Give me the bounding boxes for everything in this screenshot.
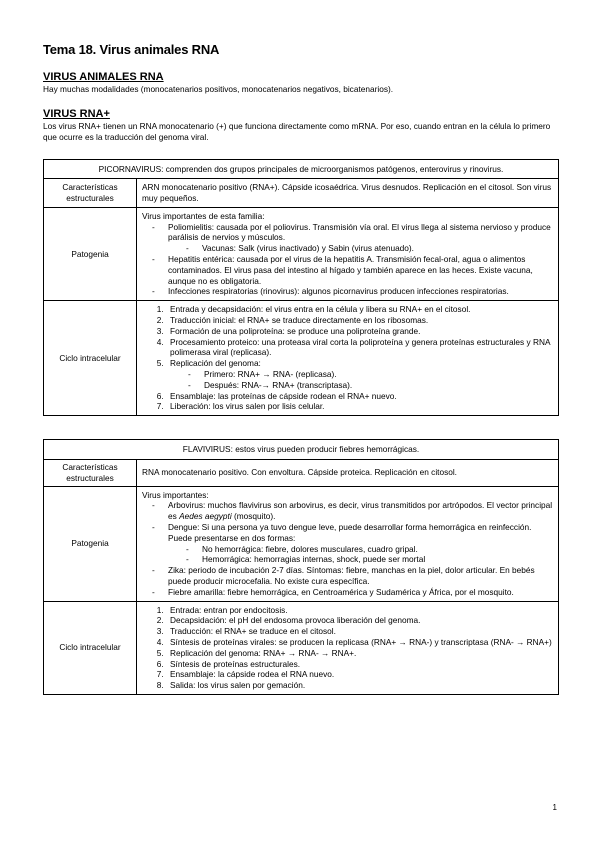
struct-text: ARN monocatenario positivo (RNA+). Cápside icosaédrica. Virus desnudos. Replicación en el citosol. Son virus muy pequeños. [137,179,559,208]
list-item-text: Replicación del genoma: [170,358,261,369]
list-item-text: Arbovirus: muchos flavivirus son arbovirus, es decir, virus transmitidos por artrópodos. El vector principal es [168,500,553,522]
pathogenesis-list [142,222,553,298]
page-number: 1 [552,803,557,812]
section-heading-rna-plus: VIRUS RNA+ [43,107,110,120]
list-item: 6. Síntesis de proteínas estructurales. [166,659,553,670]
cycle-list [142,304,553,412]
list-item: 7. Ensamblaje: la cápside rodea el RNA nuevo. [166,669,553,680]
list-item: 1. Entrada: entran por endocitosis. [166,605,553,616]
pathogenesis-intro: Virus importantes de esta familia: [142,210,265,221]
page-title: Tema 18. Virus animales RNA [43,42,220,57]
list-item [166,358,553,390]
list-item: - Hemorrágica: hemorragias internas, shock, puede ser mortal [194,554,553,565]
list-item: 7. Liberación: los virus salen por lisis celular. [166,401,553,412]
pathogenesis-cell [137,486,559,601]
list-item-text: Poliomielitis: causada por el poliovirus. Transmisión vía oral. El virus llega al sistema nervioso y produce parálisis de nervios y músculos. [168,221,551,243]
pathogenesis-intro: Virus importantes: [142,489,209,500]
pathogenesis-label: Patogenia [44,486,137,601]
pathogenesis-label: Patogenia [44,207,137,300]
list-item: 4. Síntesis de proteínas virales: se producen la replicasa (RNA+ → RNA-) y transcriptasa (RNA- → RNA+) [166,637,553,648]
list-item: 2. Traducción inicial: el RNA+ se traduce directamente en los ribosomas. [166,315,553,326]
picornavirus-table [43,159,559,417]
struct-text: RNA monocatenario positivo. Con envoltura. Cápside proteica. Replicación en citosol. [137,460,559,487]
list-item: 3. Traducción: el RNA+ se traduce en el citosol. [166,626,553,637]
list-item: 1. Entrada y decapsidación: el virus entra en la célula y libera su RNA+ en el citosol. [166,304,553,315]
list-item-text: Dengue: Si una persona ya tuvo dengue leve, puede desarrollar forma hemorrágica en reinfección. Puede presentarse en dos formas: [168,522,532,543]
section-heading-rna: VIRUS ANIMALES RNA [43,71,164,83]
cycle-list [142,605,553,691]
list-item: 5. Replicación del genoma: RNA+ → RNA- → RNA+. [166,648,553,659]
list-item: 4. Procesamiento proteico: una proteasa viral corta la poliproteína y genera proteínas estructurales y RNA polimerasa viral (replicasa). [166,337,553,359]
sub-list [168,243,553,254]
list-item: 2. Decapsidación: el pH del endosoma provoca liberación del genoma. [166,615,553,626]
cycle-label: Ciclo intracelular [44,601,137,694]
section-text-rna-plus: Los virus RNA+ tienen un RNA monocatenario (+) que funciona directamente como mRNA. Por eso, cuando entran en la célula lo primero que ocurre es la traducción del genoma viral. [43,120,551,142]
list-item: - Fiebre amarilla: fiebre hemorrágica, en Centroamérica y Sudamérica y África, por el mosquito. [160,587,553,598]
pathogenesis-cell [137,207,559,300]
pathogenesis-list [142,500,553,597]
list-item: - Infecciones respiratorias (rinovirus): algunos picornavirus producen infecciones respiratorias. [160,286,553,297]
page [43,42,559,695]
picornavirus-header: PICORNAVIRUS: comprenden dos grupos principales de microorganismos patógenos, enterovirus y rinovirus. [44,159,559,179]
cycle-cell [137,301,559,416]
flavivirus-table [43,439,559,695]
flavivirus-header: FLAVIVIRUS: estos virus pueden producir fiebres hemorrágicas. [44,440,559,460]
list-item: 8. Salida: los virus salen por gemación. [166,680,553,691]
sub-list [170,369,553,391]
cycle-cell [137,601,559,694]
list-item [160,522,553,565]
list-item: - Primero: RNA+ → RNA- (replicasa). [196,369,553,380]
list-item [160,222,553,254]
list-item [160,500,553,522]
vector-name: Aedes aegypti [179,511,232,522]
list-item: - Hepatitis entérica: causada por el virus de la hepatitis A. Transmisión fecal-oral, agua o alimentos contaminados. El virus pasa del intestino al hígado y también aparece en las heces. Existe vacuna, aunque no es obligatoria. [160,254,553,286]
cycle-label: Ciclo intracelular [44,301,137,416]
list-item: 3. Formación de una poliproteína: se produce una poliproteína grande. [166,326,553,337]
list-item-text: (mosquito). [231,511,276,522]
sub-list [168,544,553,566]
struct-label: Características estructurales [44,460,137,487]
list-item: - Después: RNA-→ RNA+ (transcriptasa). [196,380,553,391]
section-text-rna: Hay muchas modalidades (monocatenarios positivos, monocatenarios negativos, bicatenarios). [43,84,394,94]
list-item: - No hemorrágica: fiebre, dolores musculares, cuadro gripal. [194,544,553,555]
list-item: - Vacunas: Salk (virus inactivado) y Sabin (virus atenuado). [194,243,553,254]
list-item: - Zika: periodo de incubación 2-7 días. Síntomas: fiebre, manchas en la piel, dolor articular. En bebés puede producir microcefalia. No existe cura específica. [160,565,553,587]
struct-label: Características estructurales [44,179,137,208]
list-item: 6. Ensamblaje: las proteínas de cápside rodean el RNA+ nuevo. [166,391,553,402]
